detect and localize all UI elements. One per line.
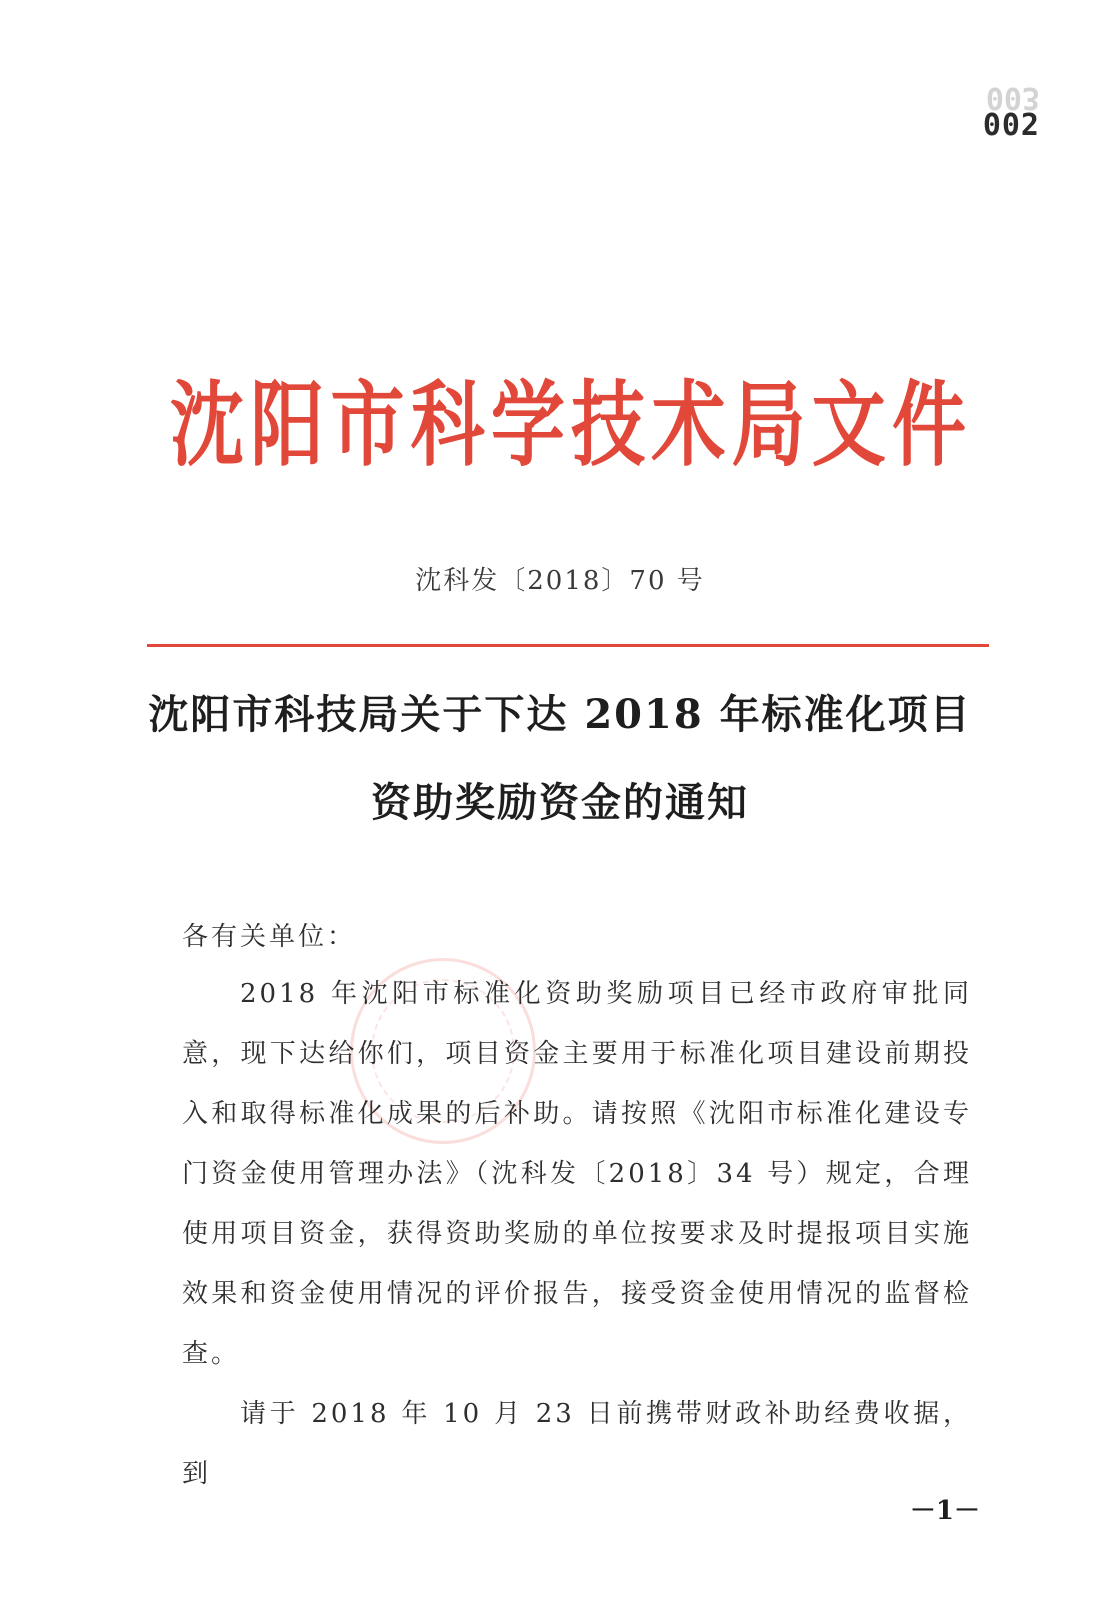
header-divider-line — [147, 644, 989, 647]
document-number: 沈科发〔2018〕70 号 — [415, 566, 705, 596]
agency-header-title: 沈阳市科学技术局文件 — [170, 371, 970, 480]
body-paragraph-1: 2018 年沈阳市标准化资助奖励项目已经市政府审批同意，现下达给你们，项目资金主要用于标准化项目建设前期投入和取得标准化成果的后补助。请按照《沈阳市标准化建设专门资金使用管理办法》（沈科发〔2018〕34 号）规定，合理使用项目资金，获得资助奖励的单位按要求及时提报项目实施效果和资金使用情况的评价报告，接受资金使用情况的监督检查。 — [182, 979, 972, 1369]
notice-title-line-2: 资助奖励资金的通知 — [371, 779, 749, 826]
archive-number: 002 — [982, 108, 1040, 143]
archive-number-bleedthrough: 003 — [985, 80, 1040, 115]
page-number: －1－ — [909, 1496, 980, 1526]
salutation: 各有关单位： — [182, 922, 357, 952]
notice-title-line-1: 沈阳市科技局关于下达 2018 年标准化项目 — [148, 691, 972, 738]
body-paragraph-2: 请于 2018 年 10 月 23 日前携带财政补助经费收据，到 — [182, 1399, 972, 1489]
